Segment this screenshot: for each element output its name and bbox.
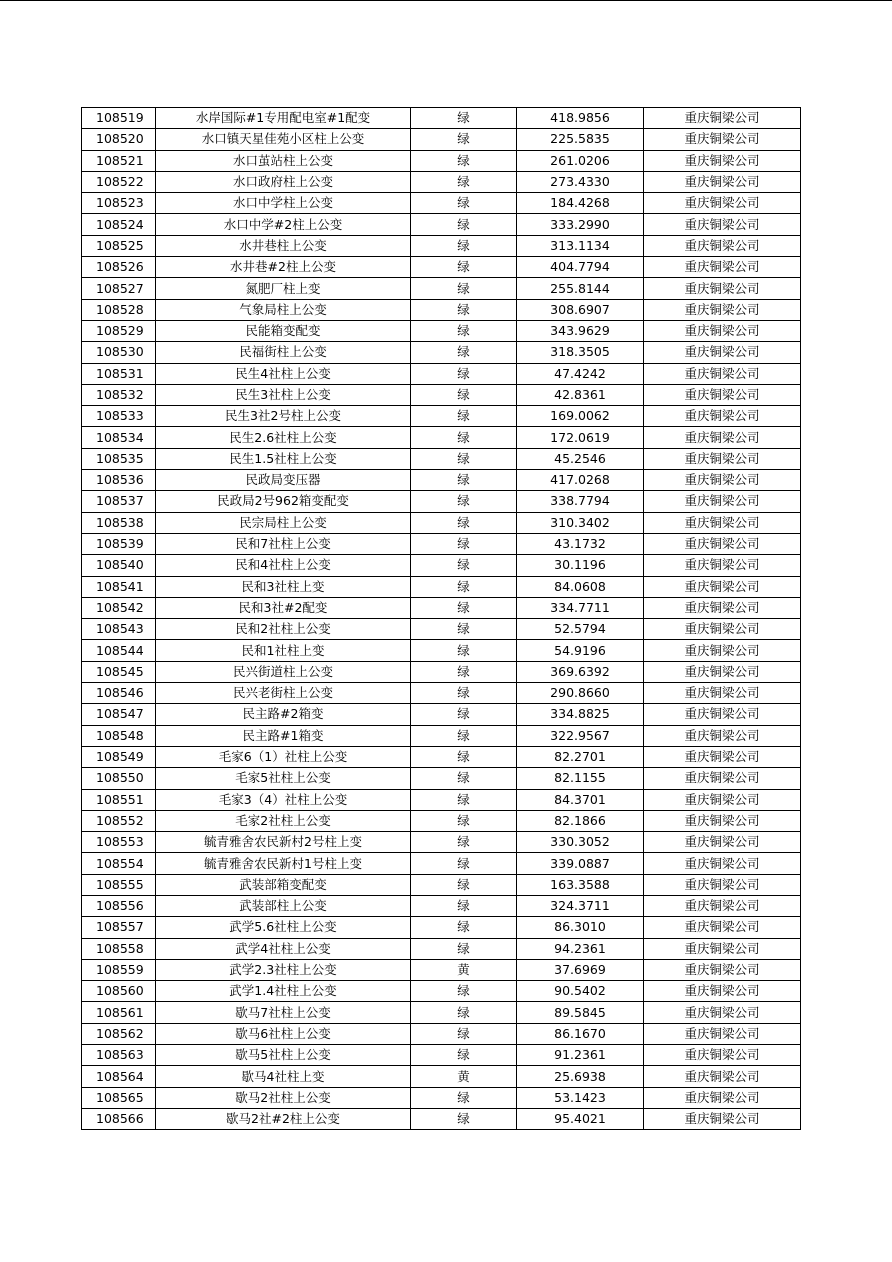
table-row: [82, 257, 801, 278]
cell-company: 重庆铜梁公司: [644, 427, 801, 448]
cell-station-name: 民福街柱上公变: [156, 342, 411, 363]
cell-status: 绿: [411, 470, 517, 491]
table-row: [82, 470, 801, 491]
cell-station-name: 民和4社柱上公变: [156, 555, 411, 576]
cell-station-name: 水井巷柱上公变: [156, 235, 411, 256]
table-row: [82, 214, 801, 235]
cell-value: 322.9567: [517, 725, 644, 746]
cell-status: 绿: [411, 278, 517, 299]
table-row: [82, 810, 801, 831]
cell-company: 重庆铜梁公司: [644, 257, 801, 278]
cell-status: 绿: [411, 832, 517, 853]
cell-id: 108552: [82, 810, 156, 831]
cell-id: 108545: [82, 661, 156, 682]
cell-id: 108526: [82, 257, 156, 278]
cell-id: 108546: [82, 683, 156, 704]
cell-value: 30.1196: [517, 555, 644, 576]
cell-company: 重庆铜梁公司: [644, 235, 801, 256]
cell-station-name: 毓青雅舍农民新村2号柱上变: [156, 832, 411, 853]
table-row: [82, 832, 801, 853]
cell-station-name: 歇马4社柱上变: [156, 1066, 411, 1087]
cell-company: 重庆铜梁公司: [644, 1023, 801, 1044]
cell-value: 334.8825: [517, 704, 644, 725]
cell-company: 重庆铜梁公司: [644, 683, 801, 704]
cell-value: 54.9196: [517, 640, 644, 661]
cell-status: 绿: [411, 1045, 517, 1066]
cell-company: 重庆铜梁公司: [644, 320, 801, 341]
cell-status: 绿: [411, 746, 517, 767]
cell-status: 绿: [411, 108, 517, 129]
cell-value: 290.8660: [517, 683, 644, 704]
cell-company: 重庆铜梁公司: [644, 214, 801, 235]
cell-id: 108525: [82, 235, 156, 256]
cell-status: 绿: [411, 342, 517, 363]
cell-value: 169.0062: [517, 406, 644, 427]
table-row: [82, 917, 801, 938]
cell-id: 108527: [82, 278, 156, 299]
cell-status: 绿: [411, 363, 517, 384]
table-row: [82, 1023, 801, 1044]
cell-station-name: 水口政府柱上公变: [156, 171, 411, 192]
cell-value: 318.3505: [517, 342, 644, 363]
table-row: [82, 874, 801, 895]
cell-value: 86.3010: [517, 917, 644, 938]
cell-status: 绿: [411, 619, 517, 640]
cell-id: 108538: [82, 512, 156, 533]
cell-station-name: 民和3社#2配变: [156, 597, 411, 618]
cell-id: 108540: [82, 555, 156, 576]
cell-status: 绿: [411, 299, 517, 320]
cell-station-name: 歇马6社柱上公变: [156, 1023, 411, 1044]
cell-company: 重庆铜梁公司: [644, 512, 801, 533]
cell-id: 108562: [82, 1023, 156, 1044]
cell-company: 重庆铜梁公司: [644, 959, 801, 980]
cell-value: 255.8144: [517, 278, 644, 299]
table-row: [82, 491, 801, 512]
cell-status: 绿: [411, 981, 517, 1002]
cell-value: 172.0619: [517, 427, 644, 448]
cell-id: 108551: [82, 789, 156, 810]
cell-id: 108533: [82, 406, 156, 427]
cell-id: 108529: [82, 320, 156, 341]
cell-company: 重庆铜梁公司: [644, 789, 801, 810]
cell-company: 重庆铜梁公司: [644, 342, 801, 363]
cell-value: 82.1155: [517, 768, 644, 789]
table-row: [82, 108, 801, 129]
table-row: [82, 597, 801, 618]
table-row: [82, 683, 801, 704]
cell-value: 418.9856: [517, 108, 644, 129]
cell-status: 绿: [411, 1087, 517, 1108]
cell-value: 404.7794: [517, 257, 644, 278]
cell-company: 重庆铜梁公司: [644, 981, 801, 1002]
cell-value: 47.4242: [517, 363, 644, 384]
cell-company: 重庆铜梁公司: [644, 704, 801, 725]
cell-value: 273.4330: [517, 171, 644, 192]
cell-id: 108534: [82, 427, 156, 448]
cell-status: 黄: [411, 959, 517, 980]
cell-station-name: 民兴老街柱上公变: [156, 683, 411, 704]
table-row: [82, 1066, 801, 1087]
cell-company: 重庆铜梁公司: [644, 874, 801, 895]
cell-value: 333.2990: [517, 214, 644, 235]
cell-id: 108555: [82, 874, 156, 895]
cell-id: 108553: [82, 832, 156, 853]
cell-station-name: 武学4社柱上公变: [156, 938, 411, 959]
cell-id: 108564: [82, 1066, 156, 1087]
table-row: [82, 193, 801, 214]
cell-company: 重庆铜梁公司: [644, 1045, 801, 1066]
cell-value: 163.3588: [517, 874, 644, 895]
cell-status: 绿: [411, 320, 517, 341]
cell-station-name: 民能箱变配变: [156, 320, 411, 341]
cell-station-name: 水口中学#2柱上公变: [156, 214, 411, 235]
table-row: [82, 895, 801, 916]
cell-company: 重庆铜梁公司: [644, 1066, 801, 1087]
cell-station-name: 武学5.6社柱上公变: [156, 917, 411, 938]
cell-company: 重庆铜梁公司: [644, 938, 801, 959]
cell-value: 369.6392: [517, 661, 644, 682]
table-row: [82, 959, 801, 980]
cell-company: 重庆铜梁公司: [644, 171, 801, 192]
cell-company: 重庆铜梁公司: [644, 597, 801, 618]
cell-id: 108532: [82, 384, 156, 405]
table-row: [82, 1002, 801, 1023]
cell-company: 重庆铜梁公司: [644, 108, 801, 129]
cell-station-name: 水口镇天星佳苑小区柱上公变: [156, 129, 411, 150]
table-row: [82, 235, 801, 256]
cell-station-name: 气象局柱上公变: [156, 299, 411, 320]
cell-company: 重庆铜梁公司: [644, 129, 801, 150]
cell-station-name: 武装部箱变配变: [156, 874, 411, 895]
cell-company: 重庆铜梁公司: [644, 448, 801, 469]
cell-company: 重庆铜梁公司: [644, 1087, 801, 1108]
table-row: [82, 320, 801, 341]
cell-status: 绿: [411, 1002, 517, 1023]
cell-status: 绿: [411, 427, 517, 448]
table-row: [82, 789, 801, 810]
cell-company: 重庆铜梁公司: [644, 533, 801, 554]
cell-id: 108554: [82, 853, 156, 874]
cell-status: 绿: [411, 917, 517, 938]
cell-value: 84.3701: [517, 789, 644, 810]
cell-id: 108548: [82, 725, 156, 746]
table-row: [82, 938, 801, 959]
cell-status: 绿: [411, 214, 517, 235]
cell-status: 绿: [411, 1108, 517, 1129]
cell-status: 绿: [411, 704, 517, 725]
cell-station-name: 民和1社柱上变: [156, 640, 411, 661]
cell-value: 37.6969: [517, 959, 644, 980]
cell-id: 108522: [82, 171, 156, 192]
cell-station-name: 民生1.5社柱上公变: [156, 448, 411, 469]
cell-id: 108521: [82, 150, 156, 171]
cell-company: 重庆铜梁公司: [644, 895, 801, 916]
cell-value: 52.5794: [517, 619, 644, 640]
cell-id: 108558: [82, 938, 156, 959]
cell-status: 绿: [411, 1023, 517, 1044]
cell-id: 108565: [82, 1087, 156, 1108]
table-row: [82, 512, 801, 533]
cell-value: 91.2361: [517, 1045, 644, 1066]
page-top-border: [0, 0, 892, 1]
table-row: [82, 981, 801, 1002]
cell-status: 绿: [411, 576, 517, 597]
cell-value: 184.4268: [517, 193, 644, 214]
cell-id: 108560: [82, 981, 156, 1002]
cell-status: 绿: [411, 789, 517, 810]
table-row: [82, 406, 801, 427]
cell-value: 43.1732: [517, 533, 644, 554]
cell-value: 417.0268: [517, 470, 644, 491]
cell-company: 重庆铜梁公司: [644, 725, 801, 746]
cell-value: 53.1423: [517, 1087, 644, 1108]
cell-company: 重庆铜梁公司: [644, 810, 801, 831]
cell-value: 86.1670: [517, 1023, 644, 1044]
cell-value: 94.2361: [517, 938, 644, 959]
cell-status: 绿: [411, 193, 517, 214]
cell-company: 重庆铜梁公司: [644, 746, 801, 767]
cell-id: 108566: [82, 1108, 156, 1129]
table-row: [82, 1087, 801, 1108]
cell-station-name: 毛家5社柱上公变: [156, 768, 411, 789]
cell-status: 绿: [411, 555, 517, 576]
cell-id: 108563: [82, 1045, 156, 1066]
cell-id: 108535: [82, 448, 156, 469]
cell-status: 绿: [411, 129, 517, 150]
cell-value: 338.7794: [517, 491, 644, 512]
cell-status: 绿: [411, 406, 517, 427]
cell-id: 108524: [82, 214, 156, 235]
cell-station-name: 水井巷#2柱上公变: [156, 257, 411, 278]
cell-station-name: 民主路#1箱变: [156, 725, 411, 746]
cell-station-name: 民兴街道柱上公变: [156, 661, 411, 682]
cell-company: 重庆铜梁公司: [644, 555, 801, 576]
cell-value: 89.5845: [517, 1002, 644, 1023]
table-row: [82, 278, 801, 299]
cell-station-name: 水口中学柱上公变: [156, 193, 411, 214]
cell-id: 108523: [82, 193, 156, 214]
cell-value: 42.8361: [517, 384, 644, 405]
cell-company: 重庆铜梁公司: [644, 768, 801, 789]
cell-station-name: 民主路#2箱变: [156, 704, 411, 725]
cell-value: 343.9629: [517, 320, 644, 341]
cell-company: 重庆铜梁公司: [644, 150, 801, 171]
cell-status: 绿: [411, 235, 517, 256]
cell-status: 绿: [411, 661, 517, 682]
cell-status: 绿: [411, 597, 517, 618]
cell-company: 重庆铜梁公司: [644, 278, 801, 299]
cell-station-name: 毛家3（4）社柱上公变: [156, 789, 411, 810]
cell-company: 重庆铜梁公司: [644, 406, 801, 427]
cell-id: 108544: [82, 640, 156, 661]
cell-station-name: 武学2.3社柱上公变: [156, 959, 411, 980]
cell-status: 绿: [411, 533, 517, 554]
cell-status: 绿: [411, 768, 517, 789]
cell-station-name: 武装部柱上公变: [156, 895, 411, 916]
cell-id: 108561: [82, 1002, 156, 1023]
cell-id: 108557: [82, 917, 156, 938]
cell-id: 108519: [82, 108, 156, 129]
cell-value: 324.3711: [517, 895, 644, 916]
cell-id: 108536: [82, 470, 156, 491]
cell-station-name: 民和2社柱上公变: [156, 619, 411, 640]
cell-status: 绿: [411, 810, 517, 831]
cell-company: 重庆铜梁公司: [644, 1108, 801, 1129]
table-row: [82, 171, 801, 192]
cell-value: 313.1134: [517, 235, 644, 256]
cell-status: 绿: [411, 512, 517, 533]
cell-id: 108559: [82, 959, 156, 980]
cell-value: 225.5835: [517, 129, 644, 150]
cell-station-name: 民和7社柱上公变: [156, 533, 411, 554]
cell-company: 重庆铜梁公司: [644, 640, 801, 661]
data-table: [81, 107, 801, 1130]
cell-value: 82.1866: [517, 810, 644, 831]
cell-station-name: 民生2.6社柱上公变: [156, 427, 411, 448]
cell-id: 108541: [82, 576, 156, 597]
cell-station-name: 民生4社柱上公变: [156, 363, 411, 384]
table-row: [82, 427, 801, 448]
cell-value: 82.2701: [517, 746, 644, 767]
table-row: [82, 342, 801, 363]
cell-id: 108556: [82, 895, 156, 916]
cell-status: 绿: [411, 384, 517, 405]
cell-value: 330.3052: [517, 832, 644, 853]
table-body: [82, 108, 801, 1130]
cell-company: 重庆铜梁公司: [644, 853, 801, 874]
cell-value: 45.2546: [517, 448, 644, 469]
cell-value: 339.0887: [517, 853, 644, 874]
cell-station-name: 氮肥厂柱上变: [156, 278, 411, 299]
cell-value: 308.6907: [517, 299, 644, 320]
cell-id: 108537: [82, 491, 156, 512]
cell-status: 绿: [411, 683, 517, 704]
table-row: [82, 640, 801, 661]
cell-status: 绿: [411, 171, 517, 192]
cell-company: 重庆铜梁公司: [644, 470, 801, 491]
cell-status: 绿: [411, 853, 517, 874]
cell-id: 108549: [82, 746, 156, 767]
cell-station-name: 民生3社柱上公变: [156, 384, 411, 405]
cell-station-name: 民和3社柱上变: [156, 576, 411, 597]
cell-id: 108550: [82, 768, 156, 789]
cell-station-name: 歇马5社柱上公变: [156, 1045, 411, 1066]
cell-station-name: 歇马2社柱上公变: [156, 1087, 411, 1108]
cell-value: 310.3402: [517, 512, 644, 533]
table-row: [82, 746, 801, 767]
cell-status: 黄: [411, 1066, 517, 1087]
cell-value: 95.4021: [517, 1108, 644, 1129]
cell-station-name: 民政局2号962箱变配变: [156, 491, 411, 512]
cell-company: 重庆铜梁公司: [644, 299, 801, 320]
cell-id: 108530: [82, 342, 156, 363]
cell-company: 重庆铜梁公司: [644, 832, 801, 853]
cell-company: 重庆铜梁公司: [644, 491, 801, 512]
cell-id: 108528: [82, 299, 156, 320]
cell-company: 重庆铜梁公司: [644, 661, 801, 682]
cell-station-name: 武学1.4社柱上公变: [156, 981, 411, 1002]
cell-id: 108539: [82, 533, 156, 554]
table-row: [82, 704, 801, 725]
table-row: [82, 576, 801, 597]
cell-station-name: 毛家2社柱上公变: [156, 810, 411, 831]
cell-company: 重庆铜梁公司: [644, 917, 801, 938]
cell-station-name: 民宗局柱上公变: [156, 512, 411, 533]
cell-id: 108547: [82, 704, 156, 725]
cell-station-name: 水岸国际#1专用配电室#1配变: [156, 108, 411, 129]
cell-company: 重庆铜梁公司: [644, 193, 801, 214]
cell-station-name: 民生3社2号柱上公变: [156, 406, 411, 427]
table-row: [82, 1045, 801, 1066]
cell-status: 绿: [411, 150, 517, 171]
cell-value: 25.6938: [517, 1066, 644, 1087]
cell-company: 重庆铜梁公司: [644, 1002, 801, 1023]
cell-station-name: 民政局变压器: [156, 470, 411, 491]
cell-company: 重庆铜梁公司: [644, 363, 801, 384]
cell-status: 绿: [411, 448, 517, 469]
cell-id: 108520: [82, 129, 156, 150]
cell-station-name: 歇马7社柱上公变: [156, 1002, 411, 1023]
table-row: [82, 725, 801, 746]
table-row: [82, 661, 801, 682]
cell-station-name: 毓青雅舍农民新村1号柱上变: [156, 853, 411, 874]
cell-status: 绿: [411, 257, 517, 278]
cell-company: 重庆铜梁公司: [644, 576, 801, 597]
table-row: [82, 448, 801, 469]
cell-value: 261.0206: [517, 150, 644, 171]
cell-id: 108542: [82, 597, 156, 618]
cell-status: 绿: [411, 895, 517, 916]
cell-status: 绿: [411, 640, 517, 661]
cell-id: 108543: [82, 619, 156, 640]
cell-status: 绿: [411, 491, 517, 512]
table-row: [82, 533, 801, 554]
table-row: [82, 555, 801, 576]
table-row: [82, 150, 801, 171]
table-row: [82, 768, 801, 789]
cell-station-name: 歇马2社#2柱上公变: [156, 1108, 411, 1129]
table-row: [82, 853, 801, 874]
table-row: [82, 384, 801, 405]
cell-station-name: 水口茧站柱上公变: [156, 150, 411, 171]
table-row: [82, 1108, 801, 1129]
table-row: [82, 363, 801, 384]
cell-status: 绿: [411, 725, 517, 746]
cell-status: 绿: [411, 874, 517, 895]
cell-company: 重庆铜梁公司: [644, 384, 801, 405]
cell-station-name: 毛家6（1）社柱上公变: [156, 746, 411, 767]
table-row: [82, 129, 801, 150]
cell-company: 重庆铜梁公司: [644, 619, 801, 640]
cell-value: 90.5402: [517, 981, 644, 1002]
cell-id: 108531: [82, 363, 156, 384]
table-row: [82, 619, 801, 640]
cell-status: 绿: [411, 938, 517, 959]
table-row: [82, 299, 801, 320]
cell-value: 334.7711: [517, 597, 644, 618]
cell-value: 84.0608: [517, 576, 644, 597]
